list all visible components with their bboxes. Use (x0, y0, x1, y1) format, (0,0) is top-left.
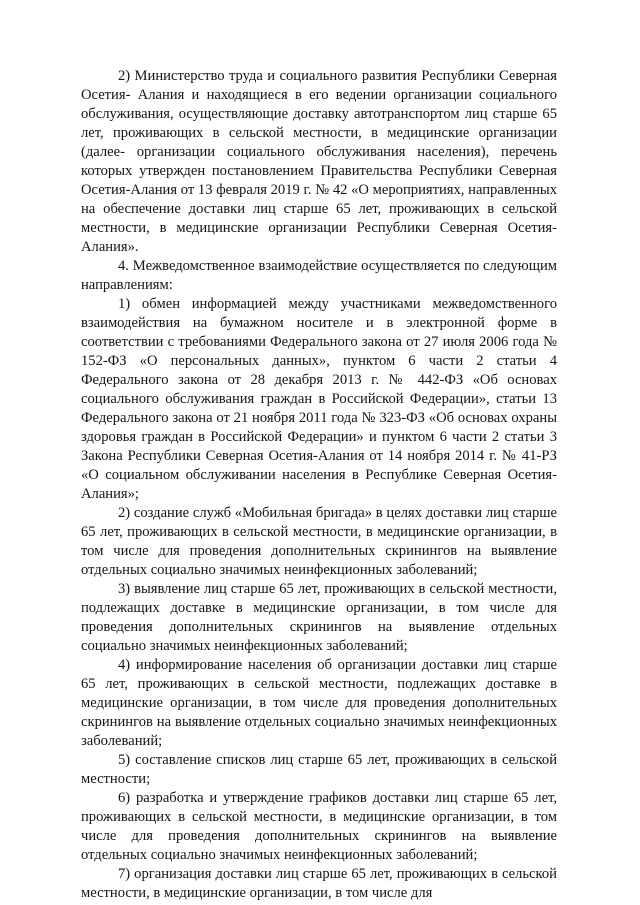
paragraph-item-4-informing: 4) информирование населения об организации доставки лиц старше 65 лет, проживающих в сельской местности, подлежащих доставке в медицинские организации, в том числе для проведения дополнительных скринингов на выявление отдельных социально значимых неинфекционных заболеваний; (81, 657, 557, 749)
document-body (81, 67, 557, 903)
paragraph-item-5-lists: 5) составление списков лиц старше 65 лет, проживающих в сельской местности; (81, 752, 557, 787)
paragraph-item-1-information-exchange: 1) обмен информацией между участниками межведомственного взаимодействия на бумажном носителе и в электронной форме в соответствии с требованиями Федерального закона от 27 июля 2006 года № 152-ФЗ «О персональных данных», пунктом 6 части 2 статьи 4 Федерального закона от 28 декабря 2013 г. № 442-ФЗ «Об основах социального обслуживания граждан в Российской Федерации», статьи 13 Федерального закона от 21 ноября 2011 года № 323-ФЗ «Об основах охраны здоровья граждан в Российской Федерации» и пунктом 6 части 2 статьи 3 Закона Республики Северная Осетия-Алания от 14 ноября 2014 г. № 41-РЗ «О социальном обслуживании населения в Республике Северная Осетия-Алания»; (81, 296, 557, 502)
paragraph-item-3-identification: 3) выявление лиц старше 65 лет, проживающих в сельской местности, подлежащих доставке в медицинские организации, в том числе для проведения дополнительных скринингов на выявление отдельных социально значимых неинфекционных заболеваний; (81, 581, 557, 654)
paragraph-ministry-labor: 2) Министерство труда и социального развития Республики Северная Осетия- Алания и находящиеся в его ведении организации социального обслуживания, осуществляющие доставку автотранспортом лиц старше 65 лет, проживающих в сельской местности, в медицинские организации (далее- организации социального обслуживания населения), перечень которых утвержден постановлением Правительства Республики Северная Осетия-Алания от 13 февраля 2019 г. № 42 «О мероприятиях, направленных на обеспечение доставки лиц старше 65 лет, проживающих в сельской местности, в медицинские организации Республики Северная Осетия-Алания». (81, 68, 557, 255)
paragraph-item-2-mobile-brigade: 2) создание служб «Мобильная бригада» в целях доставки лиц старше 65 лет, проживающих в сельской местности, в медицинские организации, в том числе для проведения дополнительных скринингов на выявление отдельных социально значимых неинфекционных заболеваний; (81, 505, 557, 578)
paragraph-item-7-delivery: 7) организация доставки лиц старше 65 лет, проживающих в сельской местности, в медицинские организации, в том числе для (81, 866, 557, 901)
paragraph-section-4: 4. Межведомственное взаимодействие осуществляется по следующим направлениям: (81, 258, 557, 293)
paragraph-item-6-schedules: 6) разработка и утверждение графиков доставки лиц старше 65 лет, проживающих в сельской местности, в медицинские организации, в том числе для проведения дополнительных скринингов на выявление отдельных социально значимых неинфекционных заболеваний; (81, 790, 557, 863)
